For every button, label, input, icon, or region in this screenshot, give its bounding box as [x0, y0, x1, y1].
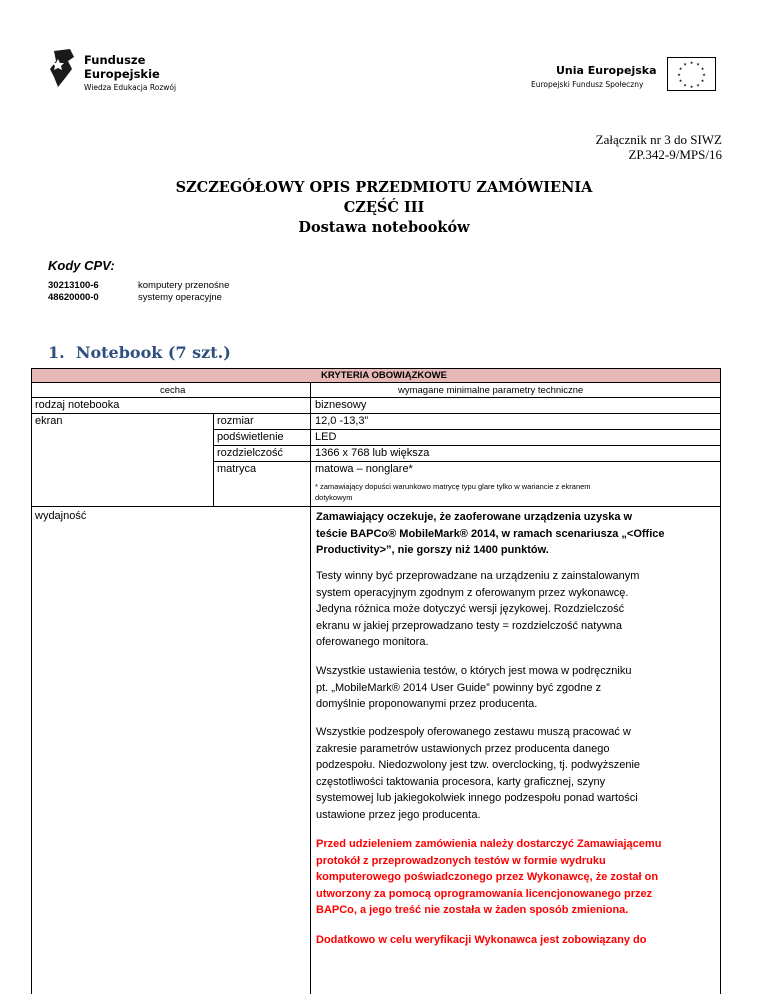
- cpv-description: komputery przenośne: [138, 280, 230, 291]
- row-value-matrix: matowa – nonglare*: [315, 463, 413, 475]
- document-part: CZĘŚĆ III: [343, 199, 425, 216]
- column-header-requirements: wymagane minimalne parametry techniczne: [398, 385, 584, 396]
- annex-line1: Załącznik nr 3 do SIWZ: [595, 132, 722, 147]
- svg-text:★: ★: [689, 84, 694, 89]
- svg-text:★: ★: [683, 61, 687, 67]
- svg-text:★: ★: [678, 66, 683, 71]
- ue-logo-line1: Unia Europejska: [556, 64, 657, 77]
- cpv-code: 30213100-6: [48, 280, 99, 291]
- svg-text:★: ★: [689, 60, 694, 65]
- table-header: KRYTERIA OBOWIĄZKOWE: [321, 370, 447, 381]
- document-subtitle: Dostawa notebooków: [298, 219, 470, 236]
- performance-paragraph-4: Wszystkie podzespoły oferowanego zestawu muszą pracować w zakresie parametrów ustawionych przez producenta danego podzespołu. Niedozwolony jest tzw. overclocking, tj. podwyższenie częstotliwości taktowania procesora, karty graficznej, szyny systemowej lub jakiegokolwiek innego podzespołu ponad wartości ustawione przez jego producenta.: [316, 726, 641, 821]
- performance-paragraph-1: Zamawiający oczekuje, że zaoferowane urządzenia uzyska w teście BAPCo® MobileMark® 2014, w ramach scenariusza „<Office Productivity>”, nie gorszy niż 1400 punktów.: [316, 511, 665, 556]
- svg-text:★: ★: [683, 82, 687, 88]
- svg-text:★: ★: [677, 72, 681, 77]
- matrix-note: dotykowym: [315, 493, 353, 502]
- fe-logo-line1: Fundusze: [84, 53, 146, 67]
- section-number: 1.: [48, 343, 65, 362]
- row-divider: [214, 461, 720, 462]
- row-label-type: rodzaj notebooka: [35, 399, 120, 411]
- row-label-resolution: rozdzielczość: [217, 447, 284, 459]
- row-label-screen: ekran: [35, 415, 63, 427]
- performance-paragraph-2: Testy winny być przeprowadzane na urządzeniu z zainstalowanym system operacyjnym zgodnym z oferowanym przez wykonawcę. Jedyna różnica może dotyczyć wersji językowej. Rozdzielczość ekranu w jakiej przeprowadzano testy = rozdzielczość natywna oferowanego monitora.: [316, 570, 640, 648]
- document-title: SZCZEGÓŁOWY OPIS PRZEDMIOTU ZAMÓWIENIA: [175, 179, 593, 196]
- column-header-feature: cecha: [160, 385, 186, 396]
- svg-text:★: ★: [678, 78, 683, 83]
- column-divider: [310, 382, 311, 994]
- cpv-code: 48620000-0: [48, 292, 99, 303]
- performance-paragraph-6: Dodatkowo w celu weryfikacji Wykonawca jest zobowiązany do: [316, 934, 647, 946]
- row-divider: [214, 445, 720, 446]
- svg-text:★: ★: [702, 72, 706, 77]
- ue-logo-line2: Europejski Fundusz Społeczny: [531, 80, 644, 89]
- svg-text:★: ★: [696, 82, 700, 88]
- svg-text:★: ★: [700, 66, 705, 71]
- row-divider: [32, 506, 720, 507]
- svg-text:★: ★: [700, 78, 705, 83]
- cpv-description: systemy operacyjne: [138, 292, 222, 303]
- fundusze-europejskie-logo-icon: [48, 47, 78, 89]
- row-label-size: rozmiar: [217, 415, 254, 427]
- row-divider: [214, 429, 720, 430]
- row-value-backlight: LED: [315, 431, 337, 443]
- performance-paragraph-5: Przed udzieleniem zamówienia należy dostarczyć Zamawiającemu protokół z przeprowadzonych testów w formie wydruku komputerowego poświadczonego przez Wykonawcę, że został on utworzony za pomocą oprogramowania licencjonowanego przez BAPCo, a jego treść nie została w żaden sposób zmieniona.: [316, 838, 662, 916]
- section-title: Notebook (7 szt.): [75, 343, 231, 362]
- svg-text:★: ★: [696, 61, 700, 67]
- row-label-performance: wydajność: [35, 510, 87, 522]
- row-divider: [32, 413, 720, 414]
- row-label-backlight: podświetlenie: [217, 431, 284, 443]
- subcolumn-divider: [213, 413, 214, 506]
- row-value-type: biznesowy: [315, 399, 367, 411]
- matrix-note: * zamawiający dopuści warunkowo matrycę typu glare tylko w wariancie z ekranem: [315, 482, 591, 491]
- row-divider: [32, 397, 720, 398]
- annex-line2: ZP.342-9/MPS/16: [628, 147, 722, 162]
- row-label-matrix: matryca: [217, 463, 257, 475]
- row-value-size: 12,0 -13,3”: [315, 415, 369, 427]
- performance-paragraph-3: Wszystkie ustawienia testów, o których jest mowa w podręczniku pt. „MobileMark® 2014 User Guide” powinny być zgodne z domyślnie proponowanymi przez producenta.: [316, 665, 632, 710]
- cpv-heading: Kody CPV:: [48, 258, 115, 273]
- section-heading: [48, 343, 231, 362]
- eu-flag-icon: [667, 57, 716, 91]
- fe-logo-line3: Wiedza Edukacja Rozwój: [84, 83, 177, 92]
- fe-logo-line2: Europejskie: [84, 67, 160, 81]
- row-value-resolution: 1366 x 768 lub większa: [315, 447, 430, 459]
